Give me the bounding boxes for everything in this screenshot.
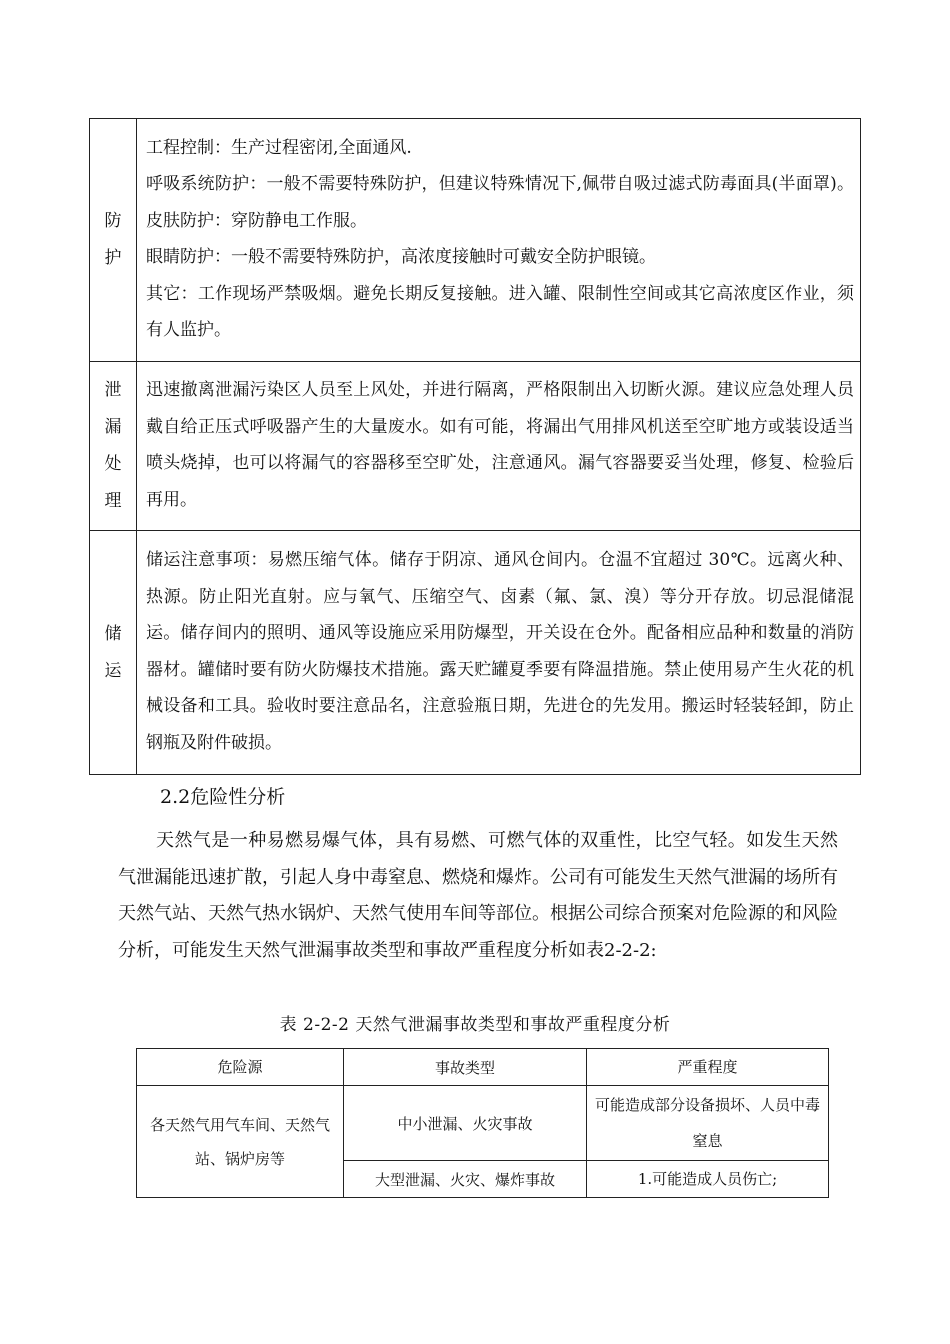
leak-handling-row xyxy=(90,362,861,531)
label-char: 防 xyxy=(104,211,122,231)
section-paragraph: 天然气是一种易燃易爆气体，具有易燃、可燃气体的双重性，比空气轻。如发生天然气泄漏能迅速扩散，引起人身中毒窒息、燃烧和爆炸。公司有可能发生天然气泄漏的场所有天然气站、天然气热水锅炉、天然气使用车间等部位。根据公司综合预案对危险源的和风险分析，可能发生天然气泄漏事故类型和事故严重程度分析如表2-2-2: xyxy=(118,830,838,961)
label-char: 储 xyxy=(104,623,122,644)
property-table xyxy=(89,118,861,775)
table-header-row xyxy=(137,1049,829,1086)
text-line: 工程控制：生产过程密闭,全面通风. xyxy=(146,137,412,158)
table-row xyxy=(137,1086,829,1161)
protection-row xyxy=(90,119,861,362)
text-line: 迅速撤离泄漏污染区人员至上风处，并进行隔离，严格限制出入切断火源。建议应急处理人员戴自给正压式呼吸器产生的大量废水。如有可能，将漏出气用排风机送至空旷地方或装设适当喷头烧掉，也可以将漏气的容器移至空旷处，注意通风。漏气容器要妥当处理，修复、检验后再用。 xyxy=(146,380,854,510)
storage-transport-row xyxy=(90,531,861,775)
header-severity: 严重程度 xyxy=(587,1049,829,1086)
severity-cell: 1.可能造成人员伤亡; xyxy=(587,1161,829,1198)
row-label xyxy=(90,119,137,362)
text-line: 眼睛防护：一般不需要特殊防护，高浓度接触时可戴安全防护眼镜。 xyxy=(146,247,656,267)
label-char: 漏 xyxy=(104,417,122,437)
label-char: 运 xyxy=(104,660,122,681)
section-heading: 2.2危险性分析 xyxy=(160,786,286,808)
risk-table xyxy=(136,1048,829,1198)
hazard-source-cell: 各天然气用气车间、天然气站、锅炉房等 xyxy=(137,1086,344,1198)
text-line: 储运注意事项：易燃压缩气体。储存于阴凉、通风仓间内。仓温不宜超过 30℃。远离火种、热源。防止阳光直射。应与氧气、压缩空气、卤素（氟、氯、溴）等分开存放。切忌混储混运。储存间内的照明、通风等设施应采用防爆型，开关设在仓外。配备相应品种和数量的消防器材。罐储时要有防火防爆技术措施。露天贮罐夏季要有降温措施。禁止使用易产生火花的机械设备和工具。验收时要注意品名，注意验瓶日期，先进仓的先发用。搬运时轻装轻卸，防止钢瓶及附件破损。 xyxy=(146,550,854,753)
header-accident-type: 事故类型 xyxy=(344,1049,587,1086)
row-content xyxy=(137,119,861,362)
row-label xyxy=(90,531,137,775)
accident-type-cell: 大型泄漏、火灾、爆炸事故 xyxy=(344,1161,587,1198)
label-char: 处 xyxy=(104,454,122,474)
label-char: 护 xyxy=(104,248,122,268)
row-content xyxy=(137,531,861,775)
label-char: 泄 xyxy=(104,380,122,400)
row-label xyxy=(90,362,137,531)
row-content xyxy=(137,362,861,531)
label-char: 理 xyxy=(104,491,122,511)
severity-cell: 可能造成部分设备损坏、人员中毒窒息 xyxy=(587,1086,829,1161)
table-caption: 表 2-2-2 天然气泄漏事故类型和事故严重程度分析 xyxy=(279,1015,671,1035)
accident-type-cell: 中小泄漏、火灾事故 xyxy=(344,1086,587,1161)
header-hazard-source: 危险源 xyxy=(137,1049,344,1086)
text-line: 呼吸系统防护：一般不需要特殊防护，但建议特殊情况下,佩带自吸过滤式防毒面具(半面罩)。皮肤防护：穿防静电工作服。 xyxy=(146,174,854,231)
text-line: 其它：工作现场严禁吸烟。避免长期反复接触。进入罐、限制性空间或其它高浓度区作业，须有人监护。 xyxy=(146,283,854,340)
